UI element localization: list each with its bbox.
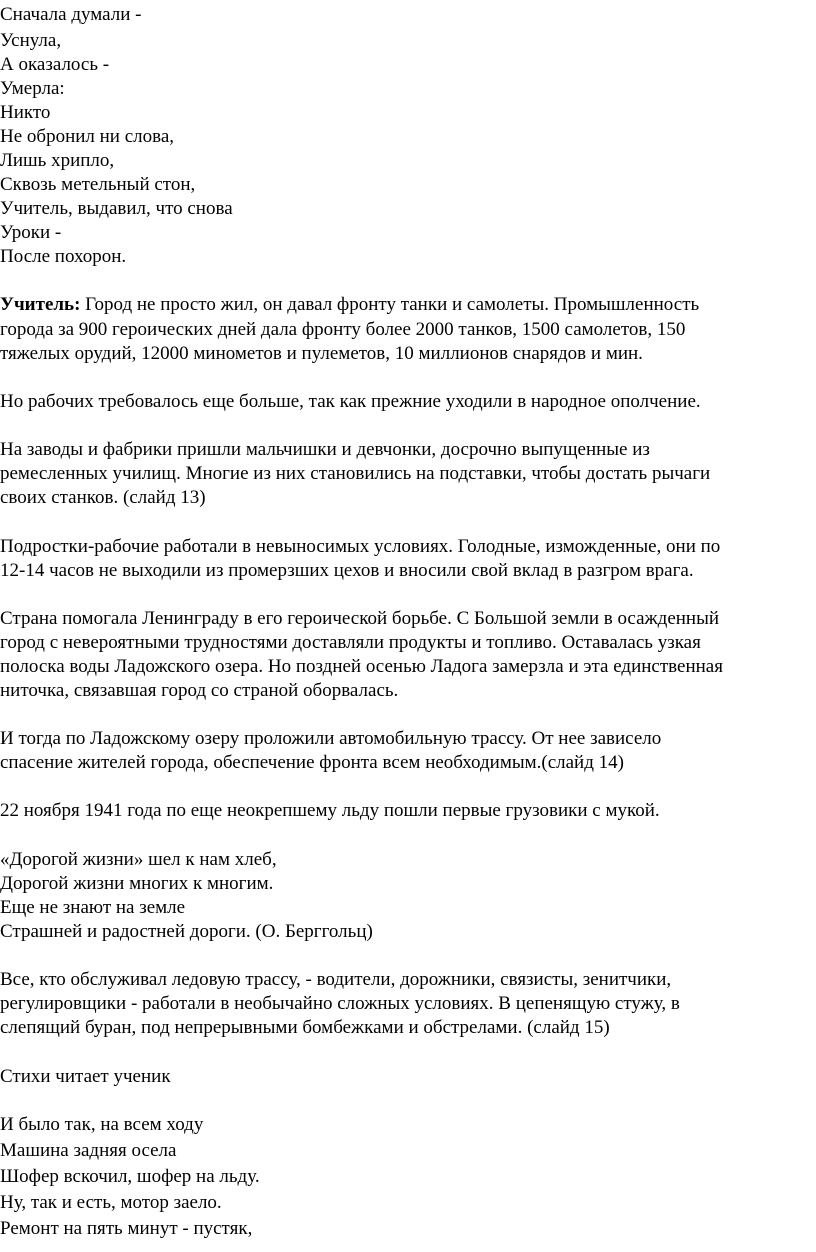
paragraph-line: Но рабочих требовалось еще больше, так как прежние уходили в народное ополчение. xyxy=(0,391,701,412)
paragraph-line: Все, кто обслуживал ледовую трассу, - водители, дорожники, связисты, зенитчики, xyxy=(0,969,672,990)
paragraph-line: город с невероятными трудностями доставляли продукты и топливо. Оставалась узкая xyxy=(0,632,701,653)
paragraph-line: 12-14 часов не выходили из промерзших цехов и вносили свой вклад в разгром врага. xyxy=(0,560,694,581)
poem-line: Уроки - xyxy=(0,222,62,243)
poem-line: И было так, на всем ходу xyxy=(0,1114,204,1135)
speaker-label: Учитель: xyxy=(0,294,81,315)
poem-line: Учитель, выдавил, что снова xyxy=(0,198,233,219)
poem-line: Уснула, xyxy=(0,30,62,51)
paragraph-line: На заводы и фабрики пришли мальчишки и девчонки, досрочно выпущенные из xyxy=(0,439,650,460)
poem-line: Шофер вскочил, шофер на льду. xyxy=(0,1166,260,1187)
paragraph-line: тяжелых орудий, 12000 минометов и пулеметов, 10 миллионов снарядов и мин. xyxy=(0,343,643,364)
poem-line: Сквозь метельный стон, xyxy=(0,174,196,195)
paragraph-line: Подростки-рабочие работали в невыносимых условиях. Голодные, изможденные, они по xyxy=(0,536,721,557)
poem-line: Лишь хрипло, xyxy=(0,150,115,171)
paragraph-line: ремесленных училищ. Многие из них становились на подставки, чтобы достать рычаги xyxy=(0,463,711,484)
paragraph-text: Город не просто жил, он давал фронту танки и самолеты. Промышленность xyxy=(80,294,700,315)
poem-line: Ну, так и есть, мотор заело. xyxy=(0,1192,222,1213)
paragraph-line: полоска воды Ладожского озера. Но поздней осенью Ладога замерзла и эта единственная xyxy=(0,656,723,677)
poem-line: Сначала думали - xyxy=(0,4,142,25)
paragraph-line: И тогда по Ладожскому озеру проложили автомобильную трассу. От нее зависело xyxy=(0,728,662,749)
poem-line: Машина задняя осела xyxy=(0,1140,177,1161)
poem-line: А оказалось - xyxy=(0,54,110,75)
paragraph-line: ниточка, связавшая город со страной оборвалась. xyxy=(0,680,399,701)
paragraph-line xyxy=(0,293,699,317)
poem-line: Дорогой жизни многих к многим. xyxy=(0,873,274,894)
paragraph-line: спасение жителей города, обеспечение фронта всем необходимым.(слайд 14) xyxy=(0,752,624,773)
poem-line: Умерла: xyxy=(0,78,65,99)
paragraph-line: своих станков. (слайд 13) xyxy=(0,487,206,508)
poem-line: Не обронил ни слова, xyxy=(0,126,175,147)
poem-line: Никто xyxy=(0,102,51,123)
poem-line: Ремонт на пять минут - пустяк, xyxy=(0,1218,253,1239)
student-reads-heading: Стихи читает ученик xyxy=(0,1066,171,1087)
paragraph-line: 22 ноября 1941 года по еще неокрепшему льду пошли первые грузовики с мукой. xyxy=(0,800,660,821)
paragraph-line: слепящий буран, под непрерывными бомбежками и обстрелами. (слайд 15) xyxy=(0,1017,610,1038)
poem-line: Еще не знают на земле xyxy=(0,897,186,918)
paragraph-line: Страна помогала Ленинграду в его героической борьбе. С Большой земли в осажденный xyxy=(0,608,720,629)
paragraph-line: регулировщики - работали в необычайно сложных условиях. В цепенящую стужу, в xyxy=(0,993,680,1014)
poem-line: «Дорогой жизни» шел к нам хлеб, xyxy=(0,849,277,870)
paragraph-line: города за 900 героических дней дала фронту более 2000 танков, 1500 самолетов, 150 xyxy=(0,319,686,340)
poem-line: После похорон. xyxy=(0,246,127,267)
poem-line: Страшней и радостней дороги. (О. Берггольц) xyxy=(0,921,373,942)
